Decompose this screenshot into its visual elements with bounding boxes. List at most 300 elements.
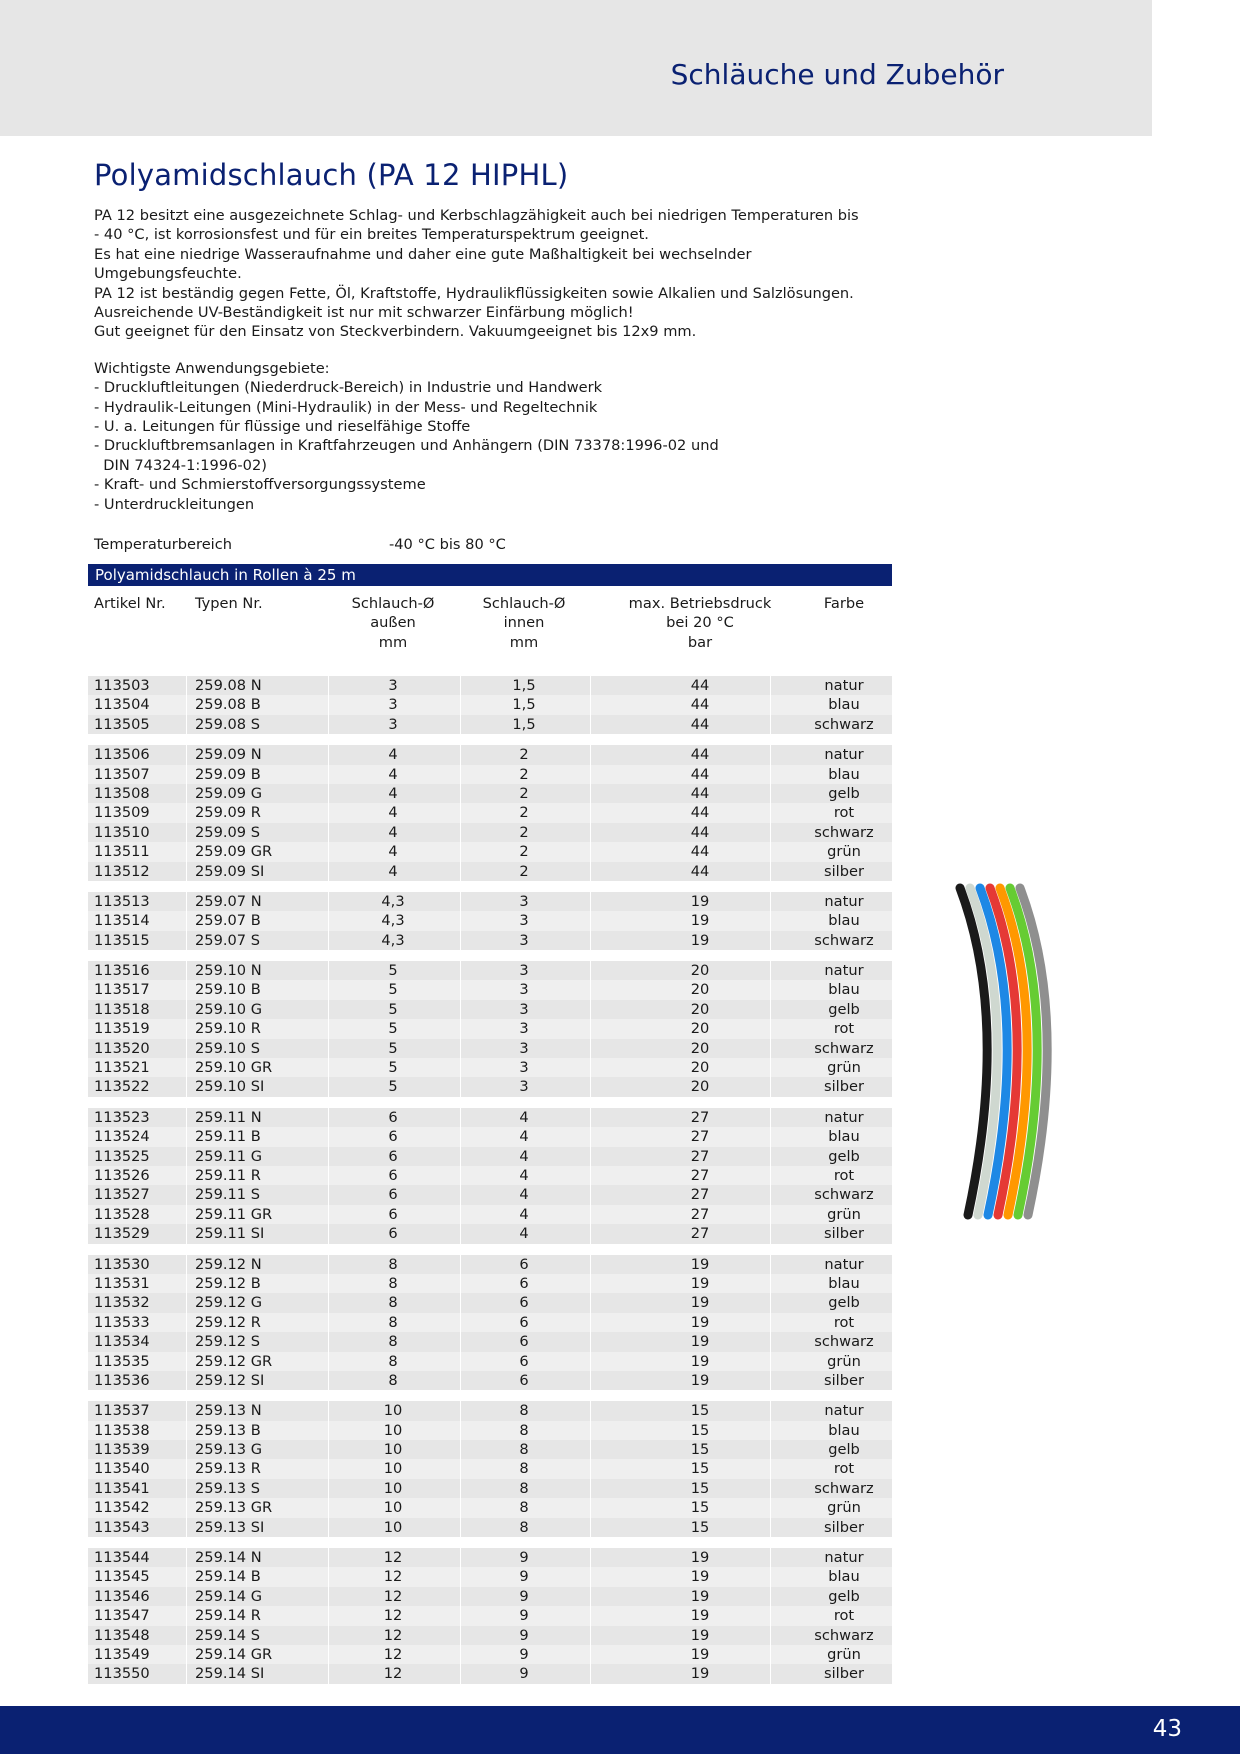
table-row [88, 842, 892, 861]
column-separator [460, 1255, 461, 1274]
description [94, 206, 894, 342]
table-row [88, 1567, 892, 1586]
footer-band [0, 1706, 1240, 1754]
column-separator [328, 676, 329, 695]
column-separator [460, 892, 461, 911]
cell-typen-nr: 259.11 SI [195, 1225, 265, 1243]
column-separator [328, 980, 329, 999]
column-separator [770, 931, 771, 950]
column-separator [328, 745, 329, 764]
cell-farbe: rot [833, 1166, 855, 1184]
column-separator [590, 1000, 591, 1019]
column-separator [328, 715, 329, 734]
cell-betriebsdruck: 44 [690, 862, 710, 880]
cell-typen-nr: 259.14 R [195, 1607, 261, 1625]
cell-farbe: natur [824, 1549, 864, 1567]
column-separator [590, 842, 591, 861]
cell-schlauch-aussen: 8 [388, 1274, 398, 1292]
cell-typen-nr: 259.11 GR [195, 1205, 273, 1223]
column-separator [328, 1058, 329, 1077]
column-separator [186, 676, 187, 695]
cell-schlauch-aussen: 8 [388, 1333, 398, 1351]
column-separator [770, 695, 771, 714]
column-separator [590, 1077, 591, 1096]
cell-schlauch-aussen: 12 [383, 1568, 403, 1586]
table-row [88, 892, 892, 911]
column-separator [590, 1645, 591, 1664]
column-separator [328, 1498, 329, 1517]
cell-typen-nr: 259.07 S [195, 931, 260, 949]
cell-schlauch-innen: 2 [519, 765, 529, 783]
table-row [88, 1421, 892, 1440]
cell-farbe: schwarz [814, 1039, 874, 1057]
column-separator [328, 1313, 329, 1332]
column-separator [328, 911, 329, 930]
cell-schlauch-aussen: 4,3 [381, 892, 405, 910]
cell-betriebsdruck: 44 [690, 696, 710, 714]
column-separator [590, 862, 591, 881]
cell-farbe: natur [824, 677, 864, 694]
cell-betriebsdruck: 20 [690, 981, 710, 999]
column-separator [770, 1185, 771, 1204]
column-separator [328, 862, 329, 881]
cell-schlauch-innen: 8 [519, 1479, 529, 1497]
column-separator [186, 1274, 187, 1293]
column-separator [590, 1440, 591, 1459]
cell-schlauch-aussen: 12 [383, 1587, 403, 1605]
cell-artikel-nr: 113536 [94, 1371, 150, 1389]
cell-schlauch-aussen: 4 [388, 862, 398, 880]
column-separator [770, 1587, 771, 1606]
column-separator [590, 1567, 591, 1586]
cell-typen-nr: 259.13 GR [195, 1499, 273, 1517]
column-separator [460, 765, 461, 784]
column-separator [460, 961, 461, 980]
cell-artikel-nr: 113507 [94, 765, 150, 783]
cell-farbe: silber [824, 1225, 864, 1243]
column-separator [590, 1039, 591, 1058]
cell-artikel-nr: 113506 [94, 746, 150, 764]
cell-farbe: schwarz [814, 1333, 874, 1351]
column-separator [186, 1518, 187, 1537]
column-separator [770, 784, 771, 803]
cell-schlauch-innen: 2 [519, 843, 529, 861]
column-separator [186, 862, 187, 881]
cell-schlauch-aussen: 5 [388, 1020, 398, 1038]
cell-schlauch-aussen: 10 [383, 1499, 403, 1517]
cell-artikel-nr: 113544 [94, 1549, 150, 1567]
cell-betriebsdruck: 27 [690, 1205, 710, 1223]
column-separator [186, 715, 187, 734]
column-separator [770, 961, 771, 980]
column-separator [328, 892, 329, 911]
column-separator [460, 1039, 461, 1058]
column-separator [590, 1255, 591, 1274]
column-separator [590, 784, 591, 803]
column-separator [460, 1127, 461, 1146]
column-separator [328, 1224, 329, 1243]
product-table [88, 564, 892, 1695]
application-item: - Unterdruckleitungen [94, 495, 255, 513]
column-separator [460, 1498, 461, 1517]
column-separator [460, 862, 461, 881]
column-separator [460, 676, 461, 695]
table-row [88, 862, 892, 881]
cell-typen-nr: 259.08 B [195, 696, 261, 714]
cell-schlauch-aussen: 4,3 [381, 912, 405, 930]
header-typen: Typen Nr. [195, 595, 263, 612]
cell-farbe: rot [833, 1313, 855, 1331]
column-separator [460, 1421, 461, 1440]
cell-typen-nr: 259.14 N [195, 1549, 262, 1567]
cell-betriebsdruck: 44 [690, 746, 710, 764]
cell-betriebsdruck: 20 [690, 1078, 710, 1096]
description-line: Umgebungsfeuchte. [94, 265, 242, 283]
cell-farbe: natur [824, 962, 864, 980]
column-separator [328, 1567, 329, 1586]
column-separator [328, 1479, 329, 1498]
cell-farbe: blau [828, 696, 860, 714]
cell-schlauch-innen: 3 [519, 1059, 529, 1077]
column-separator [460, 1440, 461, 1459]
cell-artikel-nr: 113526 [94, 1166, 150, 1184]
column-separator [770, 980, 771, 999]
column-separator [460, 1205, 461, 1224]
column-separator [186, 823, 187, 842]
column-separator [328, 1166, 329, 1185]
cell-betriebsdruck: 15 [690, 1499, 710, 1517]
cell-betriebsdruck: 44 [690, 677, 710, 694]
column-separator [770, 1127, 771, 1146]
cell-betriebsdruck: 19 [690, 1274, 710, 1292]
column-separator [460, 842, 461, 861]
column-separator [770, 1224, 771, 1243]
cell-artikel-nr: 113509 [94, 804, 150, 822]
column-separator [460, 1587, 461, 1606]
header-farbe: Farbe [823, 595, 865, 612]
column-separator [460, 1108, 461, 1127]
column-separator [770, 862, 771, 881]
cell-schlauch-innen: 9 [519, 1587, 529, 1605]
cell-schlauch-innen: 4 [519, 1147, 529, 1165]
column-separator [328, 1332, 329, 1351]
cell-typen-nr: 259.07 N [195, 892, 262, 910]
column-separator [460, 1000, 461, 1019]
cell-artikel-nr: 113527 [94, 1186, 150, 1204]
cell-schlauch-innen: 6 [519, 1274, 529, 1292]
column-separator [460, 803, 461, 822]
cell-schlauch-innen: 3 [519, 912, 529, 930]
cell-farbe: schwarz [814, 823, 874, 841]
column-separator [460, 1185, 461, 1204]
cell-betriebsdruck: 19 [690, 1371, 710, 1389]
cell-schlauch-innen: 6 [519, 1352, 529, 1370]
cell-artikel-nr: 113529 [94, 1225, 150, 1243]
table-row [88, 1352, 892, 1371]
cell-farbe: natur [824, 1108, 864, 1126]
cell-schlauch-aussen: 4 [388, 823, 398, 841]
column-separator [328, 1108, 329, 1127]
application-item: - U. a. Leitungen für flüssige und rieselfähige Stoffe [94, 418, 471, 436]
column-separator [590, 1147, 591, 1166]
column-separator [770, 1645, 771, 1664]
column-separator [328, 784, 329, 803]
cell-typen-nr: 259.09 R [195, 804, 261, 822]
cell-schlauch-aussen: 5 [388, 1078, 398, 1096]
cell-schlauch-innen: 1,5 [512, 696, 536, 714]
column-separator [460, 1548, 461, 1567]
cell-farbe: grün [827, 1645, 861, 1663]
cell-typen-nr: 259.11 R [195, 1166, 261, 1184]
column-separator [590, 1587, 591, 1606]
cell-artikel-nr: 113525 [94, 1147, 150, 1165]
table-row [88, 1000, 892, 1019]
table-row [88, 1518, 892, 1537]
cell-typen-nr: 259.12 GR [195, 1352, 273, 1370]
cell-schlauch-aussen: 12 [383, 1645, 403, 1663]
column-separator [590, 803, 591, 822]
cell-artikel-nr: 113504 [94, 696, 150, 714]
column-separator [328, 803, 329, 822]
column-separator [770, 892, 771, 911]
column-separator [460, 1567, 461, 1586]
cell-schlauch-innen: 3 [519, 981, 529, 999]
cell-schlauch-aussen: 4 [388, 765, 398, 783]
column-separator [460, 1518, 461, 1537]
column-separator [590, 1352, 591, 1371]
column-separator [328, 1147, 329, 1166]
column-separator [186, 1459, 187, 1478]
cell-typen-nr: 259.12 G [195, 1294, 263, 1312]
cell-typen-nr: 259.12 B [195, 1274, 261, 1292]
cell-farbe: gelb [828, 1000, 860, 1018]
table-row [88, 1498, 892, 1517]
cell-schlauch-innen: 3 [519, 1020, 529, 1038]
hose-lines [960, 888, 1047, 1215]
cell-betriebsdruck: 20 [690, 1039, 710, 1057]
cell-betriebsdruck: 15 [690, 1421, 710, 1439]
cell-farbe: schwarz [814, 715, 874, 733]
description-line: Es hat eine niedrige Wasseraufnahme und daher eine gute Maßhaltigkeit bei wechselnder [94, 245, 752, 263]
column-separator [460, 1313, 461, 1332]
cell-schlauch-aussen: 4 [388, 804, 398, 822]
column-separator [186, 1185, 187, 1204]
column-separator [186, 1205, 187, 1224]
cell-typen-nr: 259.13 SI [195, 1518, 265, 1536]
cell-farbe: rot [833, 1607, 855, 1625]
column-separator [590, 676, 591, 695]
cell-farbe: natur [824, 1402, 864, 1420]
column-separator [590, 1166, 591, 1185]
column-separator [186, 1224, 187, 1243]
column-separator [460, 1058, 461, 1077]
cell-artikel-nr: 113522 [94, 1078, 150, 1096]
table-row [88, 1127, 892, 1146]
column-separator [186, 1401, 187, 1420]
cell-farbe: rot [833, 804, 855, 822]
cell-schlauch-aussen: 5 [388, 1000, 398, 1018]
cell-artikel-nr: 113535 [94, 1352, 150, 1370]
column-separator [186, 784, 187, 803]
column-separator [186, 911, 187, 930]
column-separator [770, 765, 771, 784]
cell-betriebsdruck: 20 [690, 1000, 710, 1018]
column-separator [460, 1166, 461, 1185]
cell-typen-nr: 259.11 G [195, 1147, 263, 1165]
cell-schlauch-aussen: 4 [388, 784, 398, 802]
table-row [88, 1166, 892, 1185]
cell-typen-nr: 259.09 S [195, 823, 260, 841]
column-separator [770, 1371, 771, 1390]
table-row [88, 1606, 892, 1625]
description-line: Gut geeignet für den Einsatz von Steckverbindern. Vakuumgeeignet bis 12x9 mm. [94, 323, 697, 341]
cell-betriebsdruck: 20 [690, 962, 710, 980]
cell-artikel-nr: 113530 [94, 1255, 150, 1273]
cell-betriebsdruck: 19 [690, 1313, 710, 1331]
cell-betriebsdruck: 44 [690, 843, 710, 861]
column-separator [328, 1587, 329, 1606]
table-row [88, 1332, 892, 1351]
cell-schlauch-aussen: 8 [388, 1371, 398, 1389]
cell-typen-nr: 259.13 B [195, 1421, 261, 1439]
cell-artikel-nr: 113543 [94, 1518, 150, 1536]
cell-typen-nr: 259.10 GR [195, 1059, 273, 1077]
column-separator [590, 1293, 591, 1312]
column-separator [460, 1332, 461, 1351]
table-row [88, 911, 892, 930]
column-separator [186, 961, 187, 980]
column-separator [328, 1000, 329, 1019]
column-separator [770, 745, 771, 764]
column-separator [590, 892, 591, 911]
cell-typen-nr: 259.13 R [195, 1460, 261, 1478]
cell-farbe: blau [828, 912, 860, 930]
column-separator [328, 1548, 329, 1567]
main-content [94, 158, 894, 557]
column-separator [590, 980, 591, 999]
column-separator [328, 961, 329, 980]
cell-artikel-nr: 113508 [94, 784, 150, 802]
cell-artikel-nr: 113539 [94, 1441, 150, 1459]
cell-betriebsdruck: 19 [690, 1352, 710, 1370]
column-separator [328, 842, 329, 861]
temperature-spec [94, 535, 894, 557]
cell-schlauch-aussen: 8 [388, 1294, 398, 1312]
cell-betriebsdruck: 20 [690, 1020, 710, 1038]
cell-schlauch-aussen: 3 [388, 715, 398, 733]
cell-typen-nr: 259.10 S [195, 1039, 260, 1057]
cell-schlauch-innen: 2 [519, 784, 529, 802]
cell-typen-nr: 259.14 SI [195, 1665, 265, 1683]
column-separator [590, 1332, 591, 1351]
cell-typen-nr: 259.12 R [195, 1313, 261, 1331]
table-row [88, 1626, 892, 1645]
column-separator [328, 1371, 329, 1390]
cell-typen-nr: 259.09 G [195, 784, 263, 802]
description-line: Ausreichende UV-Beständigkeit ist nur mit schwarzer Einfärbung möglich! [94, 304, 634, 322]
cell-typen-nr: 259.09 N [195, 746, 262, 764]
table-group [88, 1401, 892, 1537]
column-separator [770, 1077, 771, 1096]
application-item: - Hydraulik-Leitungen (Mini-Hydraulik) in der Mess- und Regeltechnik [94, 398, 598, 416]
column-separator [186, 842, 187, 861]
column-separator [186, 980, 187, 999]
cell-schlauch-aussen: 10 [383, 1479, 403, 1497]
cell-schlauch-aussen: 10 [383, 1518, 403, 1536]
cell-farbe: schwarz [814, 1626, 874, 1644]
column-separator [328, 931, 329, 950]
cell-typen-nr: 259.11 N [195, 1108, 262, 1126]
cell-farbe: silber [824, 862, 864, 880]
column-separator [328, 1518, 329, 1537]
column-separator [328, 1459, 329, 1478]
table-row [88, 1185, 892, 1204]
cell-schlauch-innen: 2 [519, 823, 529, 841]
cell-betriebsdruck: 27 [690, 1225, 710, 1243]
column-separator [460, 1077, 461, 1096]
column-separator [590, 1606, 591, 1625]
column-separator [460, 823, 461, 842]
cell-farbe: silber [824, 1518, 864, 1536]
table-group [88, 892, 892, 950]
column-separator [460, 1293, 461, 1312]
cell-artikel-nr: 113514 [94, 912, 150, 930]
cell-betriebsdruck: 15 [690, 1402, 710, 1420]
cell-typen-nr: 259.11 S [195, 1186, 260, 1204]
cell-farbe: blau [828, 1274, 860, 1292]
spacer [94, 342, 894, 359]
column-separator [460, 911, 461, 930]
cell-schlauch-aussen: 10 [383, 1402, 403, 1420]
column-separator [770, 1313, 771, 1332]
cell-typen-nr: 259.09 B [195, 765, 261, 783]
cell-farbe: grün [827, 843, 861, 861]
cell-schlauch-innen: 8 [519, 1460, 529, 1478]
cell-artikel-nr: 113510 [94, 823, 150, 841]
cell-betriebsdruck: 27 [690, 1108, 710, 1126]
column-separator [460, 1626, 461, 1645]
cell-schlauch-innen: 6 [519, 1333, 529, 1351]
column-separator [186, 1421, 187, 1440]
column-separator [328, 823, 329, 842]
column-separator [590, 931, 591, 950]
column-separator [590, 715, 591, 734]
header-druck: max. Betriebsdruck bei 20 °C bar [628, 595, 772, 651]
column-separator [770, 842, 771, 861]
cell-artikel-nr: 113524 [94, 1128, 150, 1146]
cell-farbe: natur [824, 746, 864, 764]
table-row [88, 1224, 892, 1243]
header-band [0, 0, 1152, 136]
cell-farbe: natur [824, 1255, 864, 1273]
cell-schlauch-aussen: 8 [388, 1313, 398, 1331]
cell-schlauch-aussen: 12 [383, 1607, 403, 1625]
column-separator [328, 1185, 329, 1204]
table-row [88, 1440, 892, 1459]
cell-farbe: gelb [828, 784, 860, 802]
table-row [88, 784, 892, 803]
cell-farbe: blau [828, 765, 860, 783]
cell-schlauch-aussen: 6 [388, 1128, 398, 1146]
cell-artikel-nr: 113542 [94, 1499, 150, 1517]
column-separator [590, 1019, 591, 1038]
cell-schlauch-aussen: 6 [388, 1108, 398, 1126]
cell-schlauch-aussen: 12 [383, 1549, 403, 1567]
cell-schlauch-aussen: 6 [388, 1186, 398, 1204]
column-separator [186, 1352, 187, 1371]
column-separator [770, 823, 771, 842]
cell-schlauch-aussen: 8 [388, 1255, 398, 1273]
